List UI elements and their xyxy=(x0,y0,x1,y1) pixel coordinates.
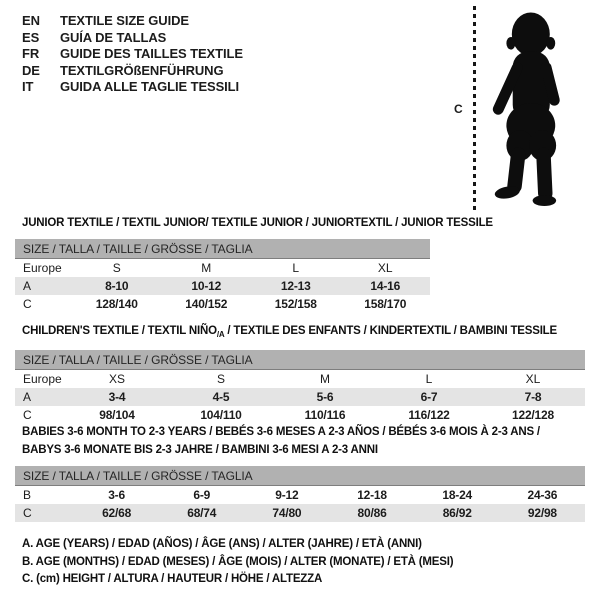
table-row-europe xyxy=(15,259,430,278)
row-label: B xyxy=(23,488,32,502)
size-cell: L xyxy=(292,261,300,275)
height-measure-label: C xyxy=(454,102,463,116)
height-figure xyxy=(452,6,580,218)
footnote-c: C. (cm) HEIGHT / ALTURA / HAUTEUR / HÖHE / ALTEZZA xyxy=(22,573,323,585)
size-cell: M xyxy=(320,372,330,386)
children-table-title xyxy=(15,324,600,342)
value-cell: 14-16 xyxy=(341,277,431,295)
height-dotted-line-icon xyxy=(473,6,476,212)
babies-table-title xyxy=(15,423,600,459)
value-cell: 68/74 xyxy=(159,504,244,522)
value-cell: 80/86 xyxy=(329,504,414,522)
babies-title-line1: BABIES 3-6 MONTH TO 2-3 YEARS / BEBÉS 3-6 MESES A 2-3 AÑOS / BÉBÉS 3-6 MOIS À 2-3 ANS / xyxy=(22,426,540,438)
size-header-row xyxy=(15,466,585,486)
baby-silhouette-icon xyxy=(483,8,575,216)
size-cell: S xyxy=(216,372,225,386)
value-cell: 98/104 xyxy=(99,408,135,422)
language-label: TEXTILE SIZE GUIDE xyxy=(60,13,189,28)
value-cell: 86/92 xyxy=(415,504,500,522)
language-code: IT xyxy=(22,79,34,94)
value-cell: 110/116 xyxy=(304,408,346,422)
size-header-label: SIZE / TALLA / TAILLE / GRÖSSE / TAGLIA xyxy=(15,350,585,370)
row-label: C xyxy=(23,408,32,422)
size-cell: L xyxy=(425,372,433,386)
babies-title-line2: BABYS 3-6 MONATE BIS 2-3 JAHRE / BAMBINI 3-6 MESI A 2-3 ANNI xyxy=(22,444,378,456)
language-row-de xyxy=(22,63,243,80)
value-cell: 74/80 xyxy=(244,504,329,522)
children-title-sub: /A xyxy=(216,330,225,339)
size-cell: XS xyxy=(108,372,125,386)
row-label: C xyxy=(15,504,74,522)
babies-section xyxy=(15,423,600,522)
size-header-label: SIZE / TALLA / TAILLE / GRÖSSE / TAGLIA xyxy=(15,466,585,486)
children-section xyxy=(15,324,600,424)
table-row-height xyxy=(15,504,585,522)
junior-section xyxy=(15,216,600,313)
language-label: GUIDE DES TAILLES TEXTILE xyxy=(60,46,243,61)
row-label: Europe xyxy=(23,372,62,386)
table-row-europe xyxy=(15,370,585,389)
language-row-it xyxy=(22,79,243,96)
size-cell: XL xyxy=(525,372,541,386)
children-size-table xyxy=(15,350,585,424)
junior-size-table xyxy=(15,239,430,313)
legend-footnotes xyxy=(22,536,582,589)
value-cell: 116/122 xyxy=(408,408,450,422)
language-label: TEXTILGRÖßENFÜHRUNG xyxy=(60,62,224,78)
language-code: FR xyxy=(22,46,40,61)
size-cell: XL xyxy=(377,261,393,275)
value-cell: 3-4 xyxy=(65,388,169,406)
value-cell: 122/128 xyxy=(512,408,554,422)
value-cell: 8-10 xyxy=(72,277,162,295)
value-cell: 6-7 xyxy=(377,388,481,406)
size-header-row xyxy=(15,239,430,259)
children-title-pre: CHILDREN'S TEXTILE / TEXTIL NIÑO xyxy=(22,325,217,337)
language-label: GUÍA DE TALLAS xyxy=(60,29,167,45)
row-label: Europe xyxy=(23,261,62,275)
babies-size-table xyxy=(15,466,585,522)
row-label: A xyxy=(15,277,72,295)
value-cell: 18-24 xyxy=(442,488,473,502)
value-cell: 24-36 xyxy=(527,488,558,502)
value-cell: 62/68 xyxy=(74,504,159,522)
size-cell: S xyxy=(112,261,121,275)
footnote-b: B. AGE (MONTHS) / EDAD (MESES) / ÂGE (MOIS) / ALTER (MONATE) / ETÀ (MESI) xyxy=(22,555,454,568)
size-header-label: SIZE / TALLA / TAILLE / GRÖSSE / TAGLIA xyxy=(15,239,430,259)
language-list xyxy=(22,13,243,96)
row-label: A xyxy=(15,388,65,406)
language-row-es xyxy=(22,30,243,47)
value-cell: 12-13 xyxy=(251,277,341,295)
value-cell: 140/152 xyxy=(185,297,228,311)
table-row-height xyxy=(15,406,585,424)
table-row-height xyxy=(15,295,430,313)
value-cell: 152/158 xyxy=(274,297,317,311)
value-cell: 3-6 xyxy=(108,488,125,502)
value-cell: 9-12 xyxy=(275,488,299,502)
junior-table-title: JUNIOR TEXTILE / TEXTIL JUNIOR/ TEXTILE JUNIOR / JUNIORTEXTIL / JUNIOR TESSILE xyxy=(22,217,493,229)
value-cell: 5-6 xyxy=(273,388,377,406)
value-cell: 6-9 xyxy=(193,488,211,502)
table-row-age xyxy=(15,388,585,406)
row-label: C xyxy=(23,297,32,311)
value-cell: 104/110 xyxy=(200,408,242,422)
language-code: DE xyxy=(22,62,40,78)
value-cell: 158/170 xyxy=(364,297,407,311)
language-code: EN xyxy=(22,13,40,28)
size-cell: M xyxy=(201,261,212,275)
value-cell: 4-5 xyxy=(169,388,273,406)
language-row-fr xyxy=(22,46,243,63)
value-cell: 92/98 xyxy=(500,504,585,522)
language-row-en xyxy=(22,13,243,30)
value-cell: 10-12 xyxy=(162,277,252,295)
children-title-post: / TEXTILE DES ENFANTS / KINDERTEXTIL / BAMBINI TESSILE xyxy=(224,325,557,337)
size-header-row xyxy=(15,350,585,370)
language-code: ES xyxy=(22,29,40,45)
value-cell: 128/140 xyxy=(95,297,138,311)
value-cell: 12-18 xyxy=(357,488,387,502)
footnote-a: A. AGE (YEARS) / EDAD (AÑOS) / ÂGE (ANS) / ALTER (JAHRE) / ETÀ (ANNI) xyxy=(22,538,422,550)
table-row-age xyxy=(15,277,430,295)
value-cell: 7-8 xyxy=(481,388,585,406)
table-row-age-months xyxy=(15,486,585,505)
language-label: GUIDA ALLE TAGLIE TESSILI xyxy=(60,79,240,94)
